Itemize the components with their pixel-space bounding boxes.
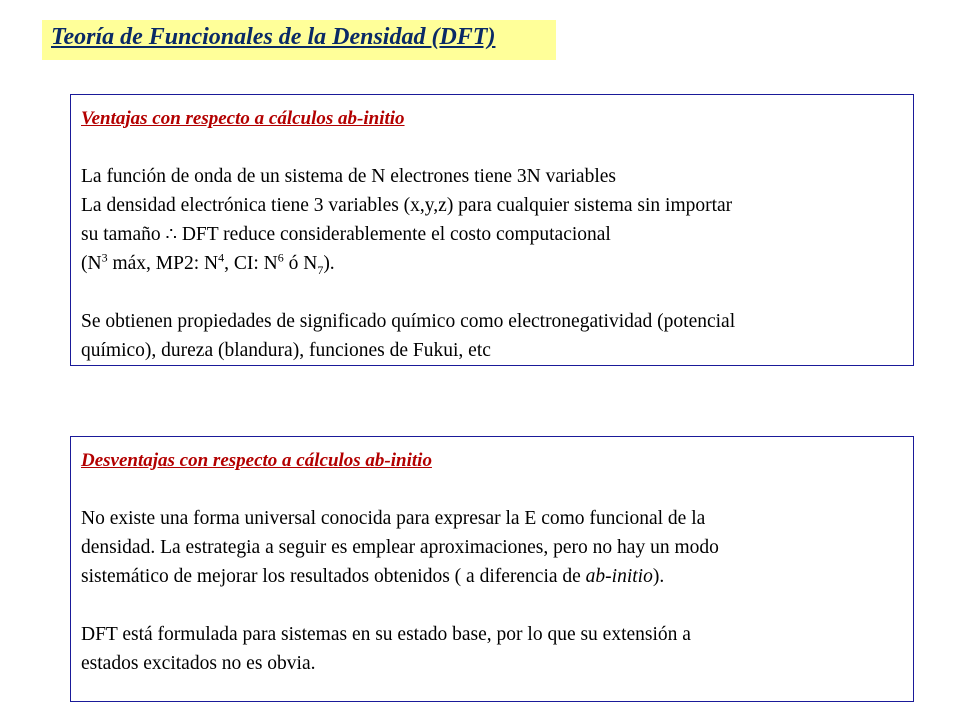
advantages-line-5: Se obtienen propiedades de significado químico como electronegatividad (potencial	[81, 311, 736, 332]
text-segment: ).	[323, 253, 335, 274]
text-segment: ó N	[283, 253, 318, 274]
advantages-line-4	[81, 249, 905, 278]
disadvantages-box	[70, 436, 914, 702]
therefore-symbol: ∴	[165, 224, 177, 245]
superscript: 4	[218, 250, 225, 265]
advantages-line-6: químico), dureza (blandura), funciones de Fukui, etc	[81, 340, 491, 361]
title-banner	[42, 20, 556, 60]
advantages-heading: Ventajas con respecto a cálculos ab-initio	[81, 108, 405, 129]
disadvantages-line-2: densidad. La estrategia a seguir es emplear aproximaciones, pero no hay un modo	[81, 537, 719, 558]
text-segment: su tamaño	[81, 224, 166, 245]
advantages-line-3	[81, 220, 905, 249]
text-segment: máx, MP2: N	[107, 253, 219, 274]
text-segment: ).	[652, 566, 665, 587]
page-title: Teoría de Funcionales de la Densidad (DFT)	[51, 24, 496, 50]
text-segment: sistemático de mejorar los resultados obtenidos ( a diferencia de	[81, 566, 586, 587]
spacer	[81, 133, 905, 162]
disadvantages-line-1: No existe una forma universal conocida para expresar la E como funcional de la	[81, 508, 706, 529]
spacer	[81, 278, 905, 307]
disadvantages-line-4: DFT está formulada para sistemas en su estado base, por lo que su extensión a	[81, 624, 691, 645]
italic-term: ab-initio	[585, 566, 653, 587]
advantages-line-2: La densidad electrónica tiene 3 variables (x,y,z) para cualquier sistema sin importar	[81, 195, 733, 216]
disadvantages-content	[81, 446, 905, 678]
spacer	[81, 591, 905, 620]
disadvantages-line-5: estados excitados no es obvia.	[81, 653, 316, 674]
disadvantages-line-3	[81, 562, 905, 591]
superscript: 3	[101, 250, 108, 265]
subscript: 7	[317, 262, 324, 277]
advantages-content	[81, 104, 905, 365]
superscript: 6	[277, 250, 284, 265]
text-segment: DFT reduce considerablemente el costo computacional	[176, 224, 611, 245]
advantages-line-1: La función de onda de un sistema de N electrones tiene 3N variables	[81, 166, 616, 187]
advantages-box	[70, 94, 914, 366]
text-segment: , CI: N	[224, 253, 278, 274]
disadvantages-heading: Desventajas con respecto a cálculos ab-initio	[81, 450, 432, 471]
text-segment: (N	[81, 253, 102, 274]
spacer	[81, 475, 905, 504]
